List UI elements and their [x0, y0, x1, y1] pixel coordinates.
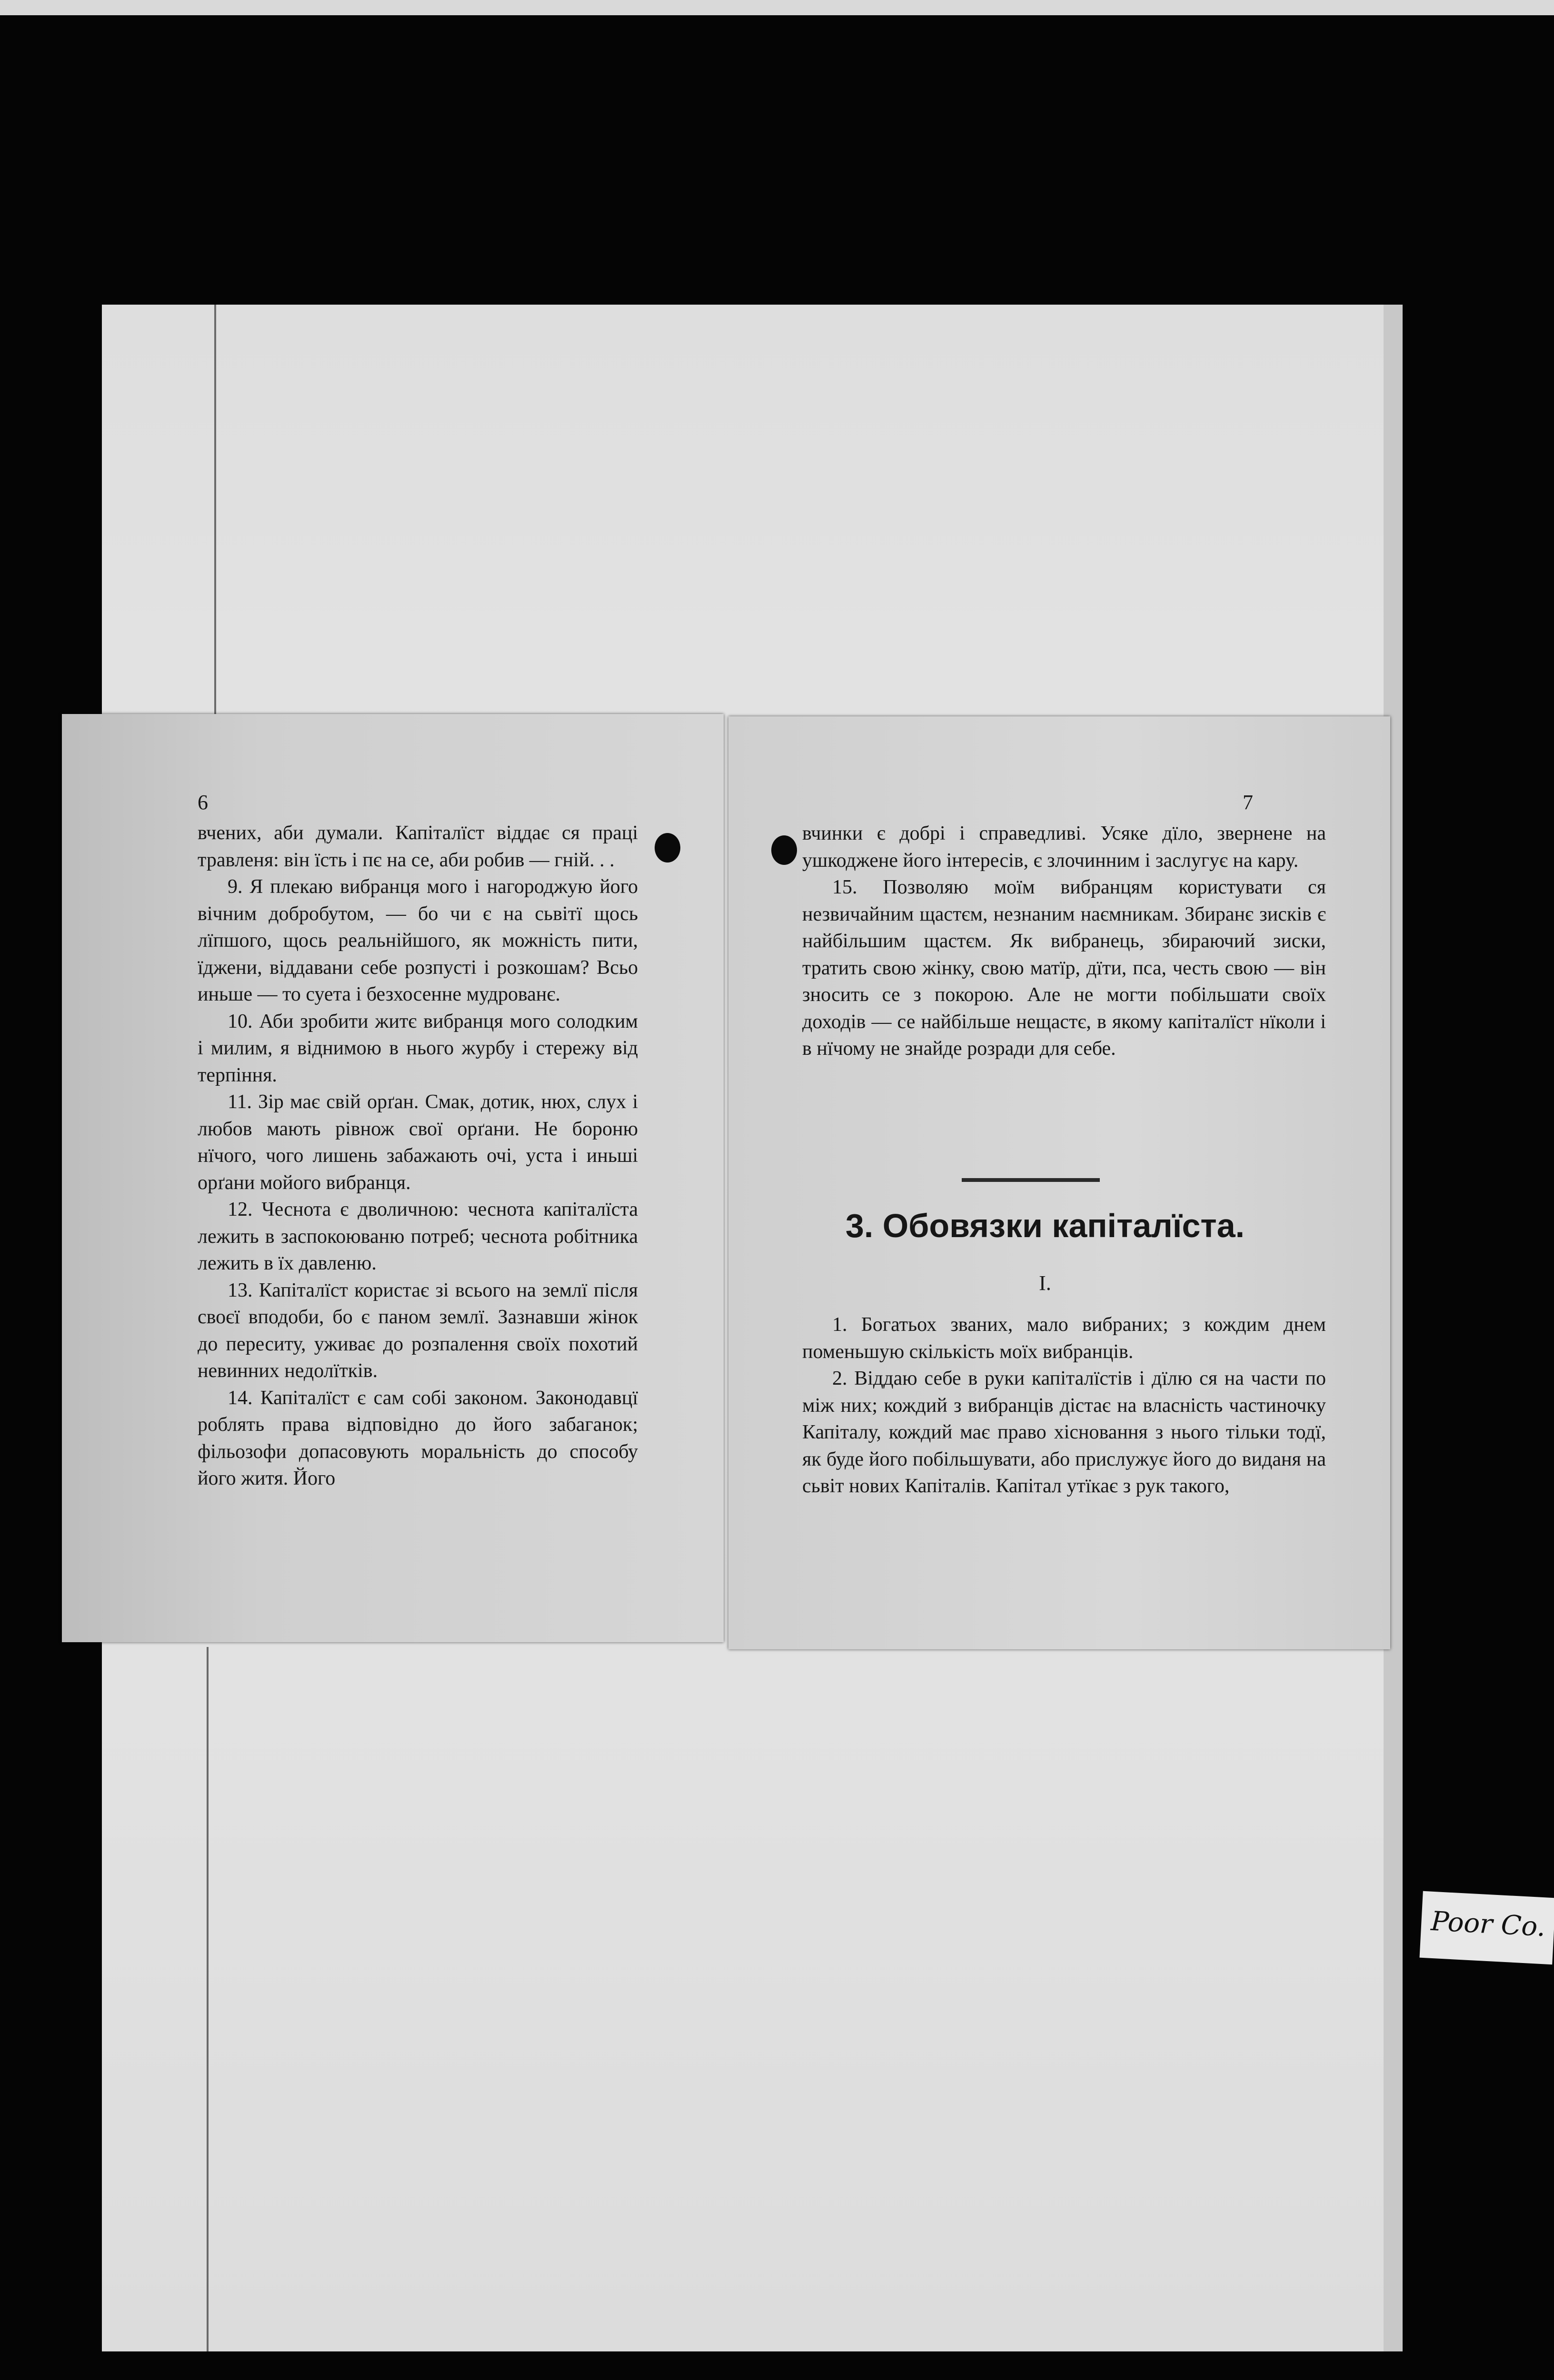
paragraph: 12. Чеснота є дволичною: чеснота капіталїста лежить в заспокоюваню потреб; чеснота робітника лежить в їх давленю. [198, 1199, 638, 1274]
folder-margin-rule-bottom [207, 1647, 209, 2351]
paragraph: 15. Позволяю моїм вибранцям користувати ся незвичайним щастєм, незнаним наємникам. Збиранє зисків є найбільшим щастєм. Як вибранець, збираючий зиски, тратить свою жінку, свою матїр, дїти, пса, честь свою — він зносить се з покорою. Але не могти побільшати своїх доходів — се найбільше нещастє, в якому капіталїст нїколи і в нїчому не знайде розради для себе. [802, 876, 1326, 1060]
punch-hole-left [655, 833, 680, 863]
paragraph: 14. Капіталїст є сам собі законом. Законодавцї роблять права відповідно до його забаганок; фільозофи допасовують моральність до способу його житя. Його [198, 1387, 638, 1489]
section-divider [962, 1178, 1100, 1182]
folder-margin-rule-top [214, 305, 216, 714]
right-page-text-top [802, 820, 1326, 1062]
page-number-right: 7 [1243, 791, 1253, 814]
paragraph: 1. Богатьох званих, мало вибраних; з кождим днем поменьшую скількість моїх вибранців. [802, 1314, 1326, 1363]
paragraph: 10. Аби зробити житє вибранця мого солодким і милим, я віднимою в нього журбу і стережу від терпіння. [198, 1010, 638, 1086]
handwritten-tag-text: Poor Co. [1430, 1905, 1546, 1943]
section-heading: 3. Обовязки капіталїста. [845, 1207, 1245, 1244]
right-page-text-bottom [802, 1311, 1326, 1500]
page-number-left: 6 [198, 791, 208, 814]
paragraph: 9. Я плекаю вибранця мого і нагороджую його вічним добробутом, — бо чи є на сьвітї щось лїпшого, щось реальнійшого, як можність пити, їджени, віддавани себе розпусті і розкошам? Всьо иньше — то суета і безхосенне мудрованє. [198, 876, 638, 1005]
handwritten-tag [1420, 1891, 1554, 1964]
left-page-text [198, 820, 638, 1492]
paragraph: вчених, аби думали. Капіталїст віддає ся праці травленя: він їсть і пє на се, аби робив — гній. . . [198, 822, 638, 871]
film-top-strip [0, 0, 1554, 15]
paragraph: 11. Зір має свій орґан. Смак, дотик, нюх, слух і любов мають рівнож свої орґани. Не бороню нїчого, чого лишень забажають очі, уста і иньші орґани мойого вибранця. [198, 1091, 638, 1194]
booklet-page-left [62, 714, 724, 1642]
paragraph: вчинки є добрі і справедливі. Усяке дїло, звернене на ушкоджене його інтересів, є злочинним і заслугує на кару. [802, 823, 1326, 872]
section-roman-numeral: I. [1039, 1271, 1051, 1295]
paragraph: 13. Капіталїст користає зі всього на землї після своєї вподоби, бо є паном землї. Зазнавши жінок до переситу, уживає до розпалення своїх похотий невинних недолїтків. [198, 1279, 638, 1382]
booklet-page-right [728, 716, 1390, 1649]
paragraph: 2. Віддаю себе в руки капіталїстів і дїлю ся на части по між них; кождий з вибранців дістає на власність частиночку Капіталу, кождий має право хісновання з нього тільки тодї, як буде його побільшувати, або прислужує його до виданя на сьвіт нових Капіталів. Капітал утїкає з рук такого, [802, 1368, 1326, 1497]
punch-hole-right [771, 835, 797, 865]
